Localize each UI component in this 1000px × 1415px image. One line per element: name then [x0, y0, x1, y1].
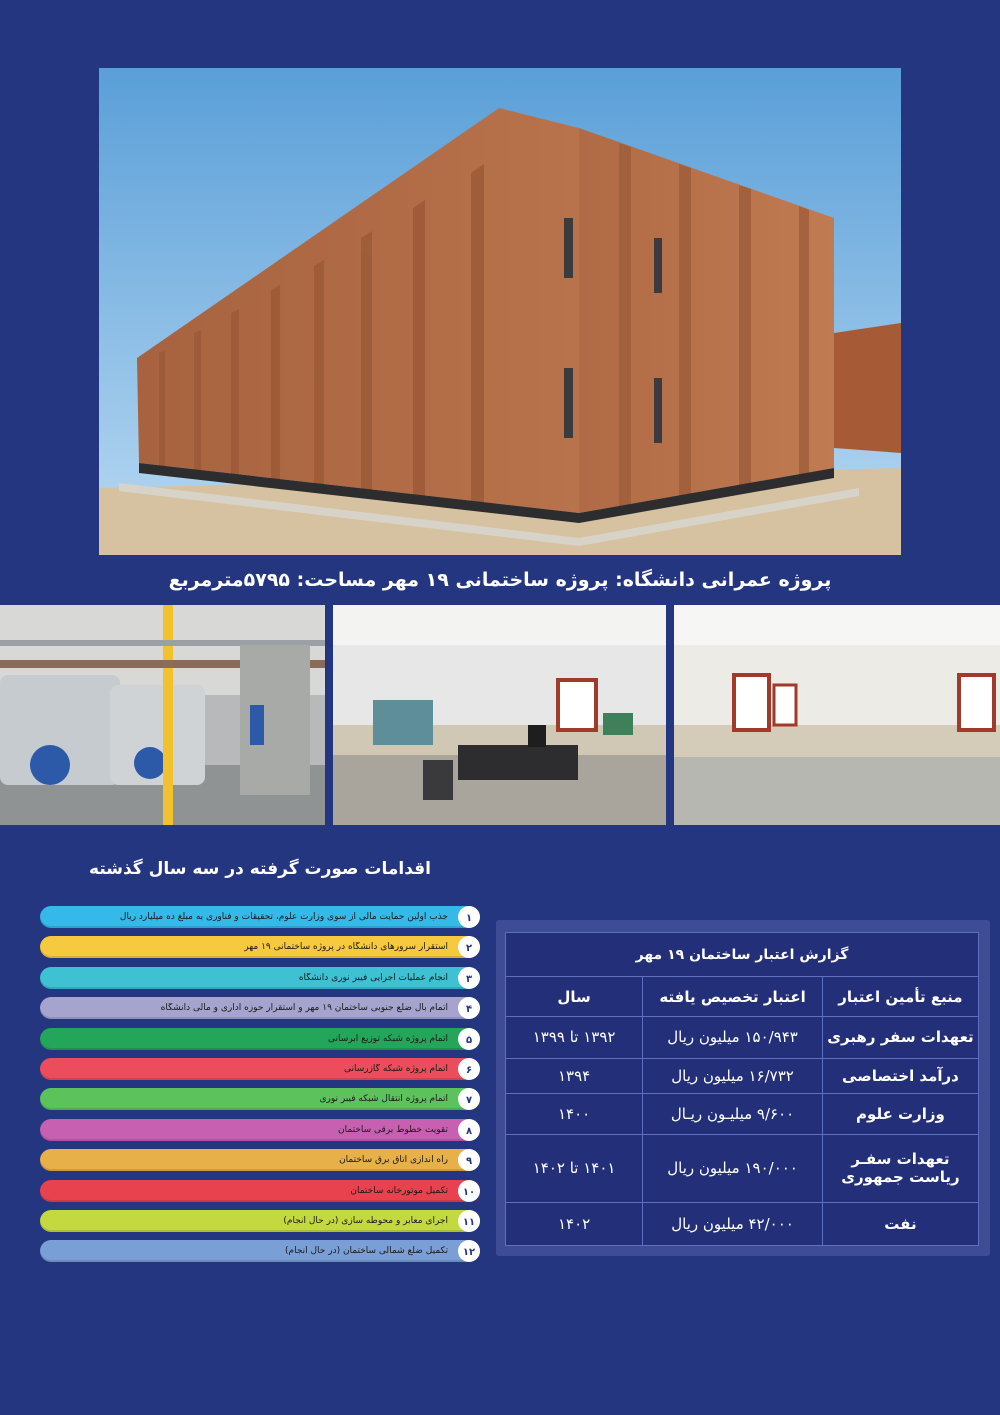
item-text: اتمام پروژه شبکه توزیع آبرسانی — [328, 1033, 448, 1044]
item-text: جذب اولین حمایت مالی از سوی وزارت علوم، تحقیقات و فناوری به مبلغ ده میلیارد ریال — [119, 912, 448, 922]
row-year: ۱۴۰۰ — [506, 1093, 643, 1134]
list-item — [40, 936, 480, 958]
row-source: تعهدات سفر رهبری — [822, 1017, 978, 1058]
item-text: اتمام پروژه انتقال شبکه فیبر نوری — [319, 1094, 448, 1105]
office-photo — [333, 605, 666, 825]
building-photo — [99, 68, 901, 555]
credit-report-title: گزارش اعتبار ساختمان ۱۹ مهر — [506, 933, 979, 977]
item-number: ۶ — [458, 1058, 480, 1080]
list-item — [40, 1210, 480, 1232]
table-row — [506, 1017, 979, 1058]
item-number: ۳ — [458, 967, 480, 989]
row-amount: ۱۹۰/۰۰۰ میلیون ریال — [643, 1134, 823, 1202]
header-amount: اعتبار تخصیص یافته — [643, 977, 823, 1017]
row-amount: ۱۶/۷۳۲ میلیون ریال — [643, 1058, 823, 1093]
item-number: ۴ — [458, 997, 480, 1019]
actions-title: اقدامات صورت گرفته در سه سال گذشته — [89, 859, 431, 879]
actions-list — [40, 906, 480, 1271]
list-item — [40, 1180, 480, 1202]
row-year: ۱۳۹۲ تا ۱۳۹۹ — [506, 1017, 643, 1058]
table-row — [506, 1058, 979, 1093]
row-year: ۱۳۹۴ — [506, 1058, 643, 1093]
row-year: ۱۴۰۱ تا ۱۴۰۲ — [506, 1134, 643, 1202]
project-caption: پروژه عمرانی دانشگاه: پروژه ساختمانی ۱۹ مهر مساحت: ۵۷۹۵مترمربع — [168, 569, 832, 591]
item-text: تقویت خطوط برقی ساختمان — [338, 1124, 448, 1135]
item-text: اجرای معابر و محوطه سازی (در حال انجام) — [283, 1215, 448, 1226]
item-text: تکمیل موتورخانه ساختمان — [350, 1185, 448, 1196]
list-item — [40, 1028, 480, 1050]
row-source: تعهدات سفـر ریاست جمهوری — [822, 1134, 978, 1202]
row-source: درآمد اختصاصی — [822, 1058, 978, 1093]
item-number: ۷ — [458, 1088, 480, 1110]
credit-report-table — [505, 932, 979, 1246]
header-year: سال — [506, 977, 643, 1017]
item-text: اتمام پروژه شبکه گازرسانی — [343, 1063, 448, 1074]
row-amount: ۴۲/۰۰۰ میلیون ریال — [643, 1202, 823, 1245]
table-row — [506, 1134, 979, 1202]
item-number: ۱۲ — [458, 1240, 480, 1262]
list-item — [40, 967, 480, 989]
item-number: ۹ — [458, 1149, 480, 1171]
row-source: وزارت علوم — [822, 1093, 978, 1134]
boiler-room-photo — [0, 605, 325, 825]
list-item — [40, 1058, 480, 1080]
item-number: ۱۰ — [458, 1180, 480, 1202]
list-item — [40, 1088, 480, 1110]
table-row — [506, 1202, 979, 1245]
row-source: نفت — [822, 1202, 978, 1245]
item-number: ۸ — [458, 1119, 480, 1141]
table-row — [506, 1093, 979, 1134]
item-text: راه اندازی اتاق برق ساختمان — [339, 1155, 448, 1166]
list-item — [40, 997, 480, 1019]
credit-report-panel — [496, 920, 990, 1256]
list-item — [40, 906, 480, 928]
item-number: ۲ — [458, 936, 480, 958]
empty-room-photo — [674, 605, 1000, 825]
row-year: ۱۴۰۲ — [506, 1202, 643, 1245]
item-number: ۱۱ — [458, 1210, 480, 1232]
row-amount: ۹/۶۰۰ میلیـون ریـال — [643, 1093, 823, 1134]
item-text: استقرار سرورهای دانشگاه در پروژه ساختمانی ۱۹ مهر — [244, 942, 448, 953]
row-amount: ۱۵۰/۹۴۳ میلیون ریال — [643, 1017, 823, 1058]
item-number: ۵ — [458, 1028, 480, 1050]
item-text: انجام عملیات اجرایی فیبر نوری دانشگاه — [298, 972, 448, 983]
item-number: ۱ — [458, 906, 480, 928]
list-item — [40, 1149, 480, 1171]
list-item — [40, 1240, 480, 1262]
list-item — [40, 1119, 480, 1141]
item-text: اتمام بال ضلع جنوبی ساختمان ۱۹ مهر و استقرار حوزه اداری و مالی دانشگاه — [160, 1003, 448, 1014]
item-text: تکمیل ضلع شمالی ساختمان (در حال انجام) — [285, 1246, 448, 1257]
header-source: منبع تأمین اعتبار — [822, 977, 978, 1017]
